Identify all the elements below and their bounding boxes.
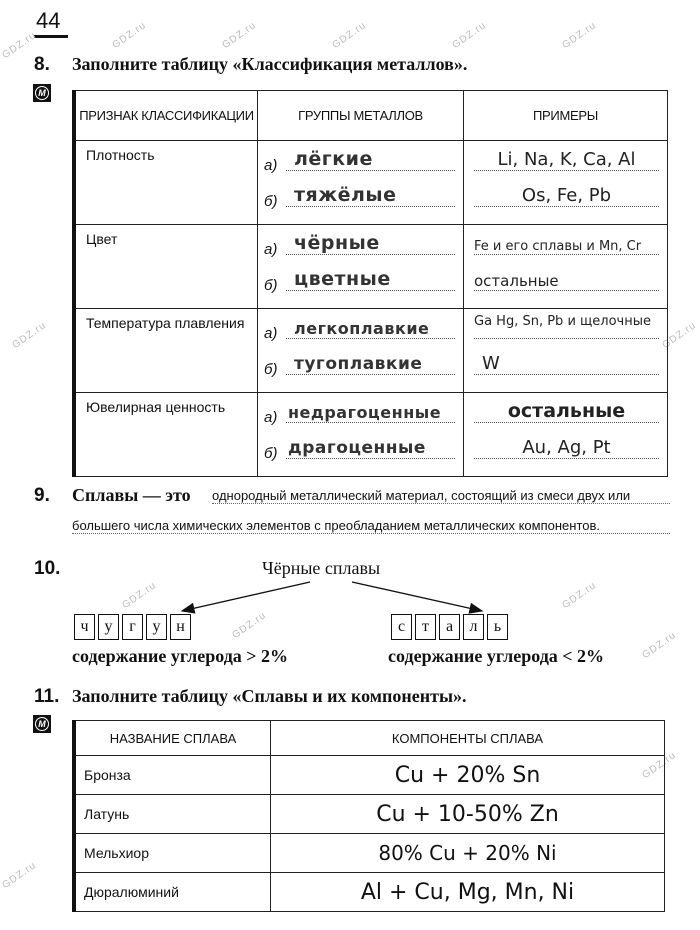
header-alloy-components: КОМПОНЕНТЫ СПЛАВА [271, 721, 665, 756]
letter-box: г [122, 614, 143, 640]
example-answer: Fe и его сплавы и Mn, Cr [474, 239, 659, 255]
m-badge-icon: M [33, 84, 51, 102]
criterion-cell: Температура плавления [74, 309, 258, 393]
watermark: GDZ.ru [10, 319, 49, 352]
criterion-cell: Плотность [74, 141, 258, 225]
letter-box: ч [74, 614, 95, 640]
option-label: б) [264, 277, 278, 294]
task-11-title: Заполните таблицу «Сплавы и их компоненты». [72, 686, 467, 706]
example-answer: остальные [474, 272, 659, 291]
letter-boxes-steel [391, 614, 511, 640]
example-answer: Ga Hg, Sn, Pb и щелочные [474, 314, 651, 329]
alloy-components: 80% Cu + 20% Ni [271, 834, 665, 873]
example-answer: остальные [474, 400, 659, 423]
option-label: а) [264, 241, 278, 258]
alloy-components: Cu + 20% Sn [271, 756, 665, 795]
alloy-name: Латунь [74, 795, 271, 834]
watermark: GDZ.ru [660, 319, 699, 352]
letter-box: у [146, 614, 167, 640]
alloy-components: Cu + 10-50% Zn [271, 795, 665, 834]
diagram-root: Чёрные сплавы [262, 558, 381, 578]
alloys-table [72, 720, 665, 912]
group-answer: чёрные [286, 232, 455, 255]
watermark: GDZ.ru [450, 19, 489, 52]
m-badge-icon: M [33, 715, 51, 733]
example-answer: Os, Fe, Pb [474, 185, 659, 207]
cast-iron-condition: содержание углерода > 2% [72, 646, 289, 666]
letter-box: с [391, 614, 412, 640]
task-9-term: Сплавы — это [72, 485, 191, 505]
header-alloy-name: НАЗВАНИЕ СПЛАВА [74, 721, 271, 756]
letter-box: н [170, 614, 191, 640]
header-groups: ГРУППЫ МЕТАЛЛОВ [258, 91, 464, 141]
watermark: GDZ.ru [640, 749, 679, 782]
option-label: б) [264, 193, 278, 210]
task-11-number: 11. [34, 686, 60, 707]
letter-box: л [463, 614, 484, 640]
header-criterion: ПРИЗНАК КЛАССИФИКАЦИИ [74, 91, 258, 141]
alloy-name: Дюралюминий [74, 873, 271, 912]
criterion-cell: Ювелирная ценность [74, 393, 258, 477]
letter-box: т [415, 614, 436, 640]
group-answer: лёгкие [286, 148, 455, 171]
group-answer: тяжёлые [286, 184, 455, 207]
criterion-cell: Цвет [74, 225, 258, 309]
option-label: а) [264, 409, 278, 426]
letter-boxes-cast-iron [74, 614, 194, 640]
arrow-right [352, 582, 482, 611]
group-answer: легкоплавкие [286, 319, 455, 339]
alloy-name: Бронза [74, 756, 271, 795]
table-row [74, 795, 665, 834]
table-row [74, 873, 665, 912]
table-header-row [74, 721, 665, 756]
option-label: б) [264, 361, 278, 378]
letter-box: у [98, 614, 119, 640]
watermark: GDZ.ru [560, 19, 599, 52]
group-answer: цветные [286, 268, 455, 291]
watermark: GDZ.ru [230, 609, 269, 642]
watermark: GDZ.ru [640, 629, 679, 662]
option-label: а) [264, 325, 278, 342]
watermark: GDZ.ru [220, 19, 259, 52]
alloy-name: Мельхиор [74, 834, 271, 873]
watermark: GDZ.ru [0, 859, 39, 892]
option-label: б) [264, 445, 278, 462]
arrow-left [182, 582, 310, 611]
letter-box: ь [487, 614, 508, 640]
watermark: GDZ.ru [560, 579, 599, 612]
table-row [74, 756, 665, 795]
steel-condition: содержание углерода < 2% [388, 646, 605, 666]
option-label: а) [264, 157, 278, 174]
example-answer: W [474, 353, 659, 375]
task-10-number: 10. [34, 558, 61, 579]
task-8-number: 8. [34, 54, 50, 75]
table-row [74, 834, 665, 873]
definition-line-2: большего числа химических элементов с преобладанием металлических компонентов. [72, 518, 670, 534]
group-answer: драгоценные [286, 438, 455, 459]
task-9-number: 9. [34, 485, 50, 506]
group-answer: недрагоценные [286, 403, 455, 423]
group-answer: тугоплавкие [286, 354, 455, 375]
watermark: GDZ.ru [0, 29, 39, 62]
watermark: GDZ.ru [120, 579, 159, 612]
task-8-title: Заполните таблицу «Классификация металлов». [72, 54, 468, 74]
example-answer: Au, Ag, Pt [474, 437, 659, 459]
page-number: 44 [36, 8, 61, 33]
letter-box: а [439, 614, 460, 640]
definition-line-1: однородный металлический материал, состоящий из смеси двух или [212, 488, 670, 504]
alloy-components: Al + Cu, Mg, Mn, Ni [271, 873, 665, 912]
watermark: GDZ.ru [110, 19, 149, 52]
example-answer: Li, Na, K, Ca, Al [474, 149, 659, 171]
header-examples: ПРИМЕРЫ [464, 91, 668, 141]
watermark: GDZ.ru [330, 19, 369, 52]
